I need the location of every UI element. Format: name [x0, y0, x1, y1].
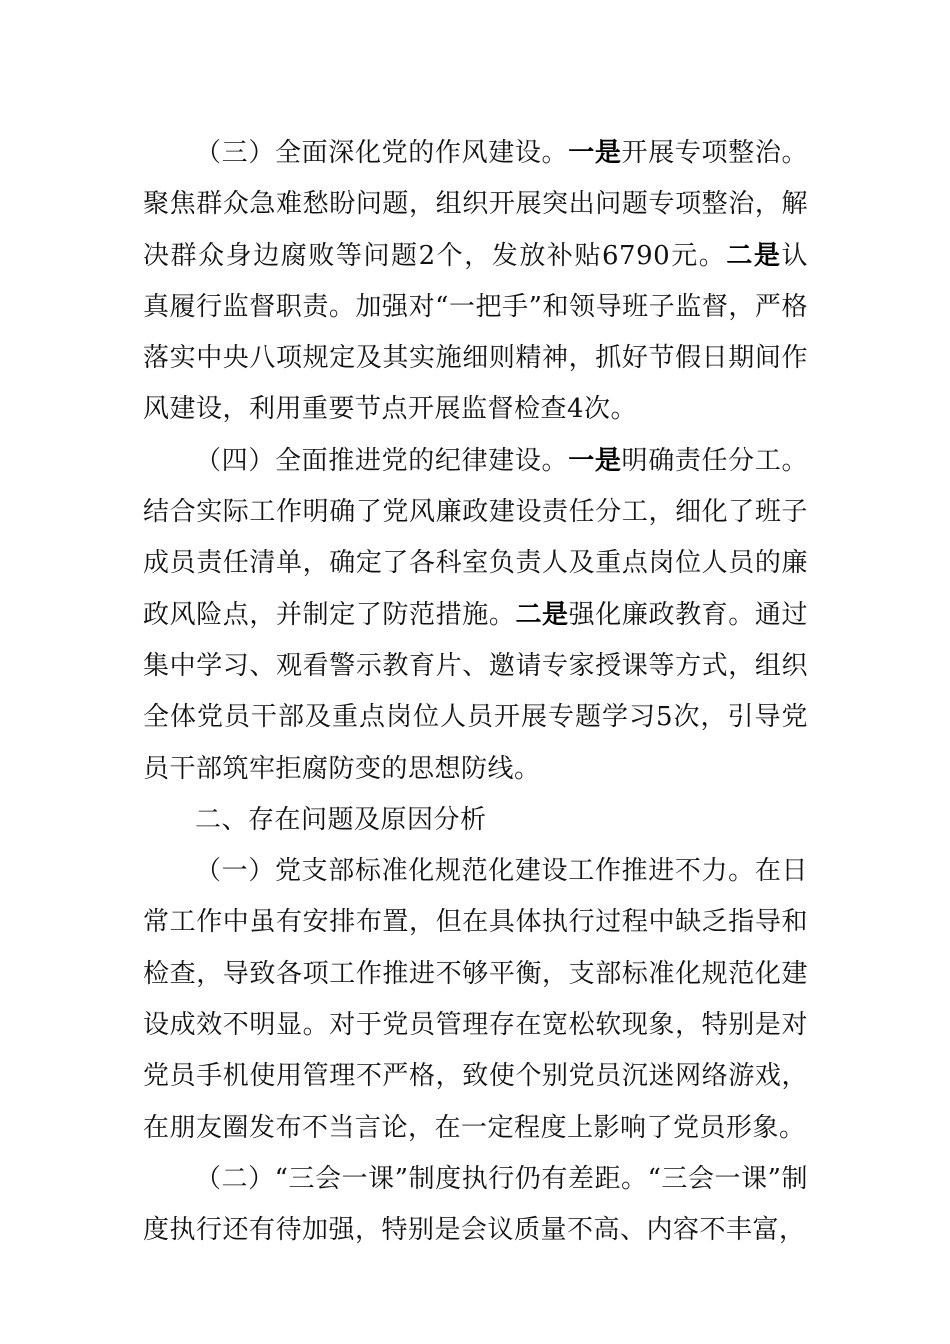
- paragraph-work-style: [143, 128, 808, 436]
- paragraph-discipline: [143, 436, 808, 795]
- paragraph-problem-1: （一）党支部标准化规范化建设工作推进不力。在日常工作中虽有安排布置，但在具体执行过程中缺乏指导和检查，导致各项工作推进不够平衡，支部标准化规范化建设成效不明显。对于党员管理存在宽松软现象，特别是对党员手机使用管理不严格，致使个别党员沉迷网络游戏，在朋友圈发布不当言论，在一定程度上影响了党员形象。: [143, 856, 808, 1143]
- emphasis-text: 二是: [515, 599, 569, 630]
- document-body: [143, 128, 808, 1257]
- emphasis-text: 二是: [726, 240, 782, 271]
- emphasis-text: 一是: [568, 138, 622, 168]
- paragraph-text: 强化廉政教育。通过集中学习、观看警示教育片、邀请专家授课等方式，组织全体党员干部及重点岗位人员开展专题学习5次，引导党员干部筑牢拒腐防变的思想防线。: [143, 599, 808, 784]
- emphasis-text: 一是: [568, 445, 622, 476]
- section-heading: 二、存在问题及原因分析: [195, 804, 487, 835]
- paragraph-text: （四）全面推进党的纪律建设。: [195, 445, 569, 476]
- paragraph-text: 认真履行监督职责。加强对“一把手”和领导班子监督，严格落实中央八项规定及其实施细则精神，抓好节假日期间作风建设，利用重要节点开展监督检查4次。: [143, 240, 808, 425]
- paragraph-text: （三）全面深化党的作风建设。: [195, 138, 569, 168]
- paragraph-problem-2: （二）“三会一课”制度执行仍有差距。“三会一课”制度执行还有待加强，特别是会议质量不高、内容不丰富，: [143, 1163, 808, 1246]
- paragraph-text: 明确责任分工。结合实际工作明确了党风廉政建设责任分工，细化了班子成员责任清单，确定了各科室负责人及重点岗位人员的廉政风险点，并制定了防范措施。: [143, 445, 808, 630]
- paragraph-text: 开展专项整治。聚焦群众急难愁盼问题，组织开展突出问题专项整治，解决群众身边腐败等问题2个，发放补贴6790元。: [143, 138, 808, 271]
